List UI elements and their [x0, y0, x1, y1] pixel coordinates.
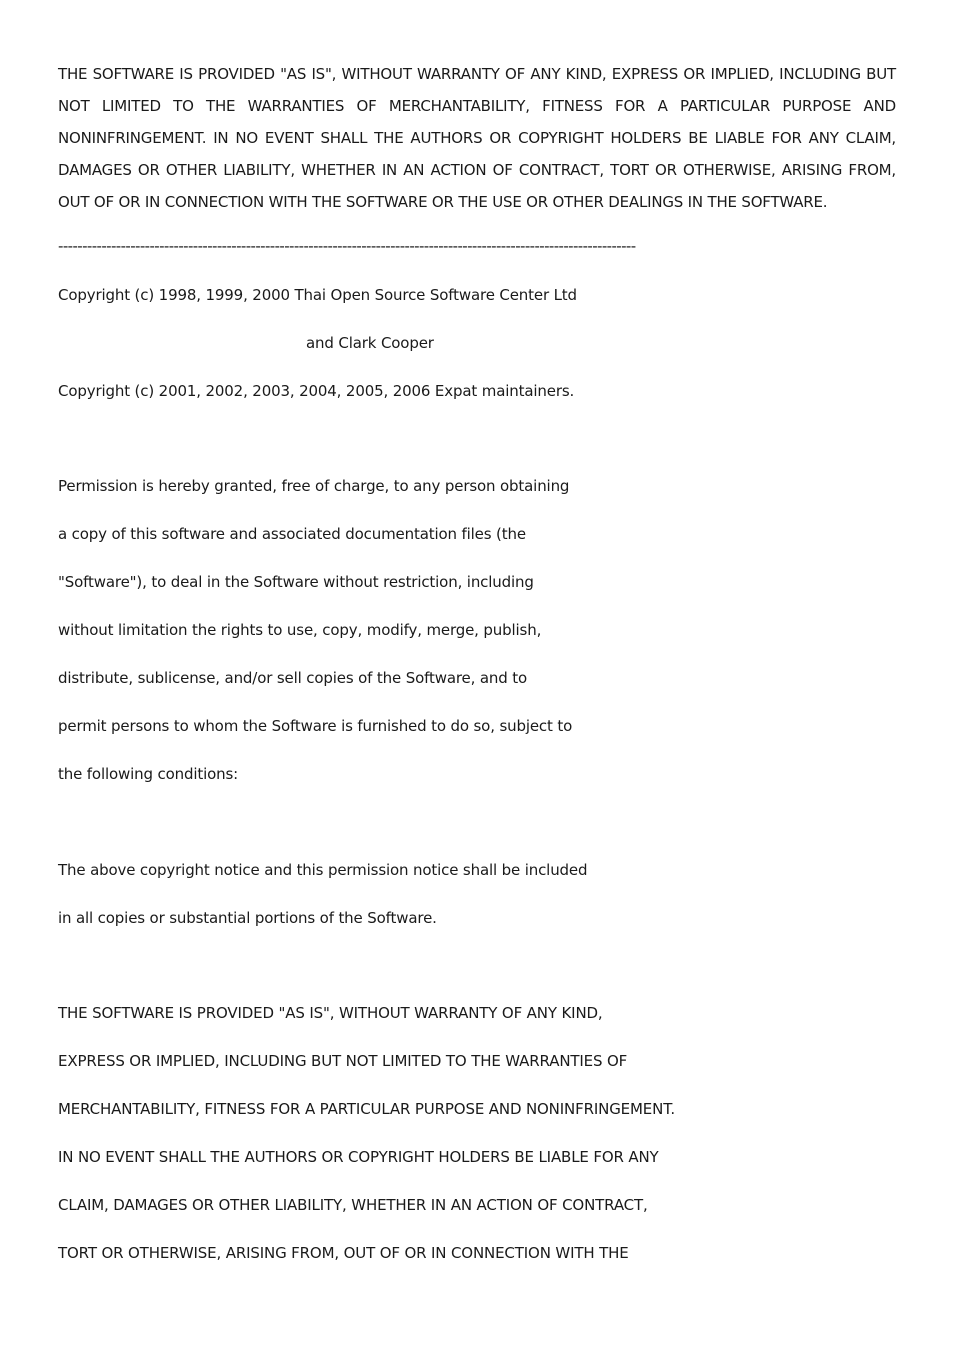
warranty-line: EXPRESS OR IMPLIED, INCLUDING BUT NOT LIMITED TO THE WARRANTIES OF	[58, 1052, 628, 1070]
permission-line: Permission is hereby granted, free of charge, to any person obtaining	[58, 477, 570, 495]
copyright-line-continuation: and Clark Cooper	[306, 334, 434, 352]
warranty-line: IN NO EVENT SHALL THE AUTHORS OR COPYRIGHT HOLDERS BE LIABLE FOR ANY	[58, 1148, 659, 1166]
notice-line: in all copies or substantial portions of the Software.	[58, 909, 437, 927]
warranty-line: MERCHANTABILITY, FITNESS FOR A PARTICULAR PURPOSE AND NONINFRINGEMENT.	[58, 1100, 676, 1118]
permission-line: without limitation the rights to use, copy, modify, merge, publish,	[58, 621, 542, 639]
notice-line: The above copyright notice and this permission notice shall be included	[58, 861, 588, 879]
permission-line: the following conditions:	[58, 765, 239, 783]
warranty-line: THE SOFTWARE IS PROVIDED "AS IS", WITHOUT WARRANTY OF ANY KIND,	[58, 1004, 603, 1022]
permission-line: permit persons to whom the Software is furnished to do so, subject to	[58, 717, 573, 735]
permission-line: "Software"), to deal in the Software without restriction, including	[58, 573, 534, 591]
warranty-paragraph: THE SOFTWARE IS PROVIDED "AS IS", WITHOUT WARRANTY OF ANY KIND, EXPRESS OR IMPLIED, INCLUDING BUT NOT LIMITED TO THE WARRANTIES OF MERCHANTABILITY, FITNESS FOR A PARTICULAR PURPOSE AND NONINFRINGEMENT. IN NO EVENT SHALL THE AUTHORS OR COPYRIGHT HOLDERS BE LIABLE FOR ANY CLAIM, DAMAGES OR OTHER LIABILITY, WHETHER IN AN ACTION OF CONTRACT, TORT OR OTHERWISE, ARISING FROM, OUT OF OR IN CONNECTION WITH THE SOFTWARE OR THE USE OR OTHER DEALINGS IN THE SOFTWARE.	[58, 65, 896, 211]
copyright-line: Copyright (c) 1998, 1999, 2000 Thai Open Source Software Center Ltd	[58, 286, 577, 304]
permission-line: a copy of this software and associated documentation files (the	[58, 525, 526, 543]
warranty-line: CLAIM, DAMAGES OR OTHER LIABILITY, WHETHER IN AN ACTION OF CONTRACT,	[58, 1196, 648, 1214]
copyright-line: Copyright (c) 2001, 2002, 2003, 2004, 2005, 2006 Expat maintainers.	[58, 382, 575, 400]
warranty-line: TORT OR OTHERWISE, ARISING FROM, OUT OF OR IN CONNECTION WITH THE	[58, 1244, 629, 1262]
separator-line: ------------------------------------------------------------------------------------------------------------------------	[58, 237, 636, 255]
permission-line: distribute, sublicense, and/or sell copies of the Software, and to	[58, 669, 528, 687]
